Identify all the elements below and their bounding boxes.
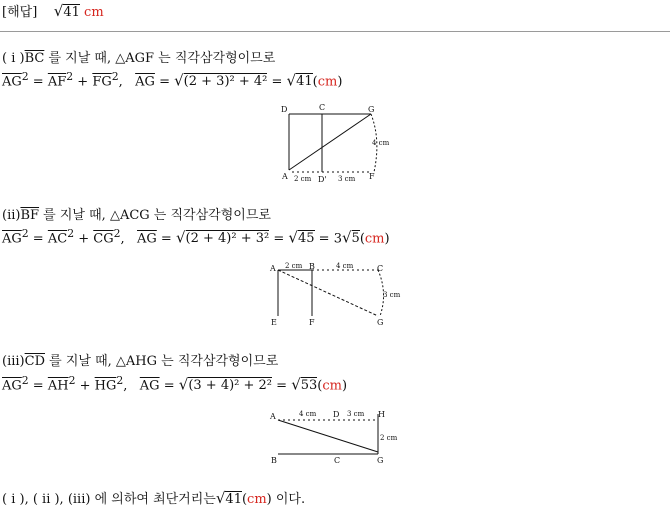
answer-unit: cm — [84, 5, 104, 20]
case2-text: 를 지날 때, △ACG 는 직각삼각형이므로 — [39, 208, 271, 223]
sqrt-icon: √ — [174, 71, 184, 90]
fig2-label-E: E — [271, 318, 277, 327]
fig3-label-H: H — [378, 410, 385, 419]
fig2-label-C: C — [377, 264, 384, 273]
fig1-label-G: G — [368, 105, 375, 114]
eq-radicand: (2 + 4)² + 3² — [185, 231, 270, 247]
figure-3 — [266, 404, 406, 470]
eq-radicand: (2 + 3)² + 4² — [183, 74, 268, 90]
case2-equation: $\overline{AG}^2 = \overline{AC}^2 + \overline{CG}^2$, $\overline{AG} = √(2 + 4)^2 + 3^2 = √45 = 3√5(cm)$ — [2, 227, 390, 247]
case3-number: (iii) — [2, 354, 25, 369]
eq-term: $\overline{AH}$ — [47, 378, 69, 394]
eq-result: 41 — [296, 74, 313, 90]
eq-intermediate: 45 — [297, 231, 315, 247]
answer-value: 41 — [63, 5, 80, 20]
fig3-length-3: 3 cm — [347, 410, 365, 418]
conclusion-value: 41 — [225, 492, 242, 507]
eq-result: 53 — [300, 378, 318, 394]
eq-term: $\overline{AG}$ — [139, 378, 160, 394]
eq-result: 5 — [351, 231, 360, 247]
fig2-label-B: B — [309, 262, 315, 271]
fig3-label-C: C — [334, 456, 341, 465]
conclusion-prefix: ( i ), ( ii ), (iii) 에 의하여 최단거리는 — [2, 492, 216, 507]
figure-1 — [278, 100, 398, 184]
case3-equation: $\overline{AG}^2 = \overline{AH}^2 + \overline{HG}^2$, $\overline{AG} = √(3 + 4)^2 + 2^2 = √53(cm)$ — [2, 374, 348, 394]
case3-text: 를 지날 때, △AHG 는 직각삼각형이므로 — [45, 354, 279, 369]
case2-number: (ii) — [2, 208, 21, 223]
fig3-length-4: 4 cm — [299, 410, 317, 418]
fig1-label-F: F — [369, 172, 375, 181]
fig2-label-A: A — [270, 264, 276, 273]
eq-term: $\overline{CG}$ — [93, 231, 114, 247]
sqrt-icon: √ — [291, 375, 301, 394]
sqrt-icon: √ — [288, 228, 298, 247]
eq-term: $\overline{FG}$ — [92, 74, 112, 90]
eq-unit: cm — [317, 74, 338, 90]
case1-number: ( i ) — [2, 51, 25, 66]
eq-term: $\overline{AG}$ — [137, 231, 157, 247]
sqrt-icon: √ — [215, 489, 226, 507]
case1-heading — [2, 47, 275, 66]
fig1-label-D: D — [281, 105, 288, 114]
eq-term: $\overline{HG}$ — [94, 378, 117, 394]
fig2-label-G: G — [377, 318, 384, 327]
eq-term: $\overline{AG}$ — [2, 378, 22, 394]
case1-equation: $\overline{AG}^2 = \overline{AF}^2 + \overline{FG}^2$, $\overline{AG} = √(2 + 3)^2 + 4^2 = √41(cm)$ — [2, 70, 343, 90]
sqrt-icon: √ — [178, 375, 189, 394]
sqrt-icon: √ — [53, 2, 64, 20]
fig1-length-4: 4 cm — [372, 139, 390, 147]
eq-unit: cm — [322, 378, 342, 394]
eq-term: $\overline{AG}$ — [135, 74, 155, 90]
figure-2 — [266, 258, 406, 330]
fig3-label-G: G — [377, 456, 384, 465]
case3-heading — [2, 350, 278, 369]
answer-line — [2, 1, 104, 20]
fig3-label-B: B — [271, 456, 277, 465]
fig3-length-2: 2 cm — [380, 434, 398, 442]
eq-coefficient: 3 — [333, 231, 342, 247]
fig1-label-C: C — [319, 103, 326, 112]
sqrt-icon: √ — [286, 71, 297, 90]
case2-heading — [2, 204, 271, 223]
fig1-label-A: A — [282, 172, 288, 181]
fig1-length-3: 3 cm — [338, 175, 356, 183]
eq-radicand: (3 + 4)² + 2² — [188, 378, 273, 394]
conclusion: ( i ), ( ii ), (iii) 에 의하여 최단거리는√41(cm) 이다. — [2, 489, 306, 507]
fig2-label-F: F — [309, 318, 315, 327]
case1-segment: $\overline{BC}$ — [24, 51, 45, 66]
fig2-length-2: 2 cm — [285, 262, 303, 270]
divider — [0, 31, 670, 32]
fig1-label-Dprime: D' — [318, 175, 327, 184]
eq-term: $\overline{AG}$ — [2, 74, 22, 90]
fig3-label-A: A — [270, 412, 276, 421]
case2-segment: $\overline{BF}$ — [20, 208, 40, 223]
conclusion-suffix: 이다. — [271, 492, 306, 507]
fig2-length-3: 3 cm — [383, 291, 401, 299]
case3-segment: $\overline{CD}$ — [24, 354, 45, 369]
eq-term: $\overline{AF}$ — [47, 74, 67, 90]
eq-term: $\overline{AC}$ — [47, 231, 68, 247]
sqrt-icon: √ — [175, 228, 186, 247]
sqrt-icon: √ — [341, 228, 352, 247]
conclusion-unit: cm — [247, 492, 267, 507]
eq-unit: cm — [364, 231, 385, 247]
fig2-length-4: 4 cm — [336, 262, 354, 270]
case1-text: 를 지날 때, △AGF 는 직각삼각형이므로 — [44, 51, 276, 66]
fig3-label-D: D — [333, 410, 340, 419]
answer-label: [해답] — [2, 5, 38, 20]
fig1-length-2: 2 cm — [294, 175, 312, 183]
eq-term: $\overline{AG}$ — [2, 231, 22, 247]
